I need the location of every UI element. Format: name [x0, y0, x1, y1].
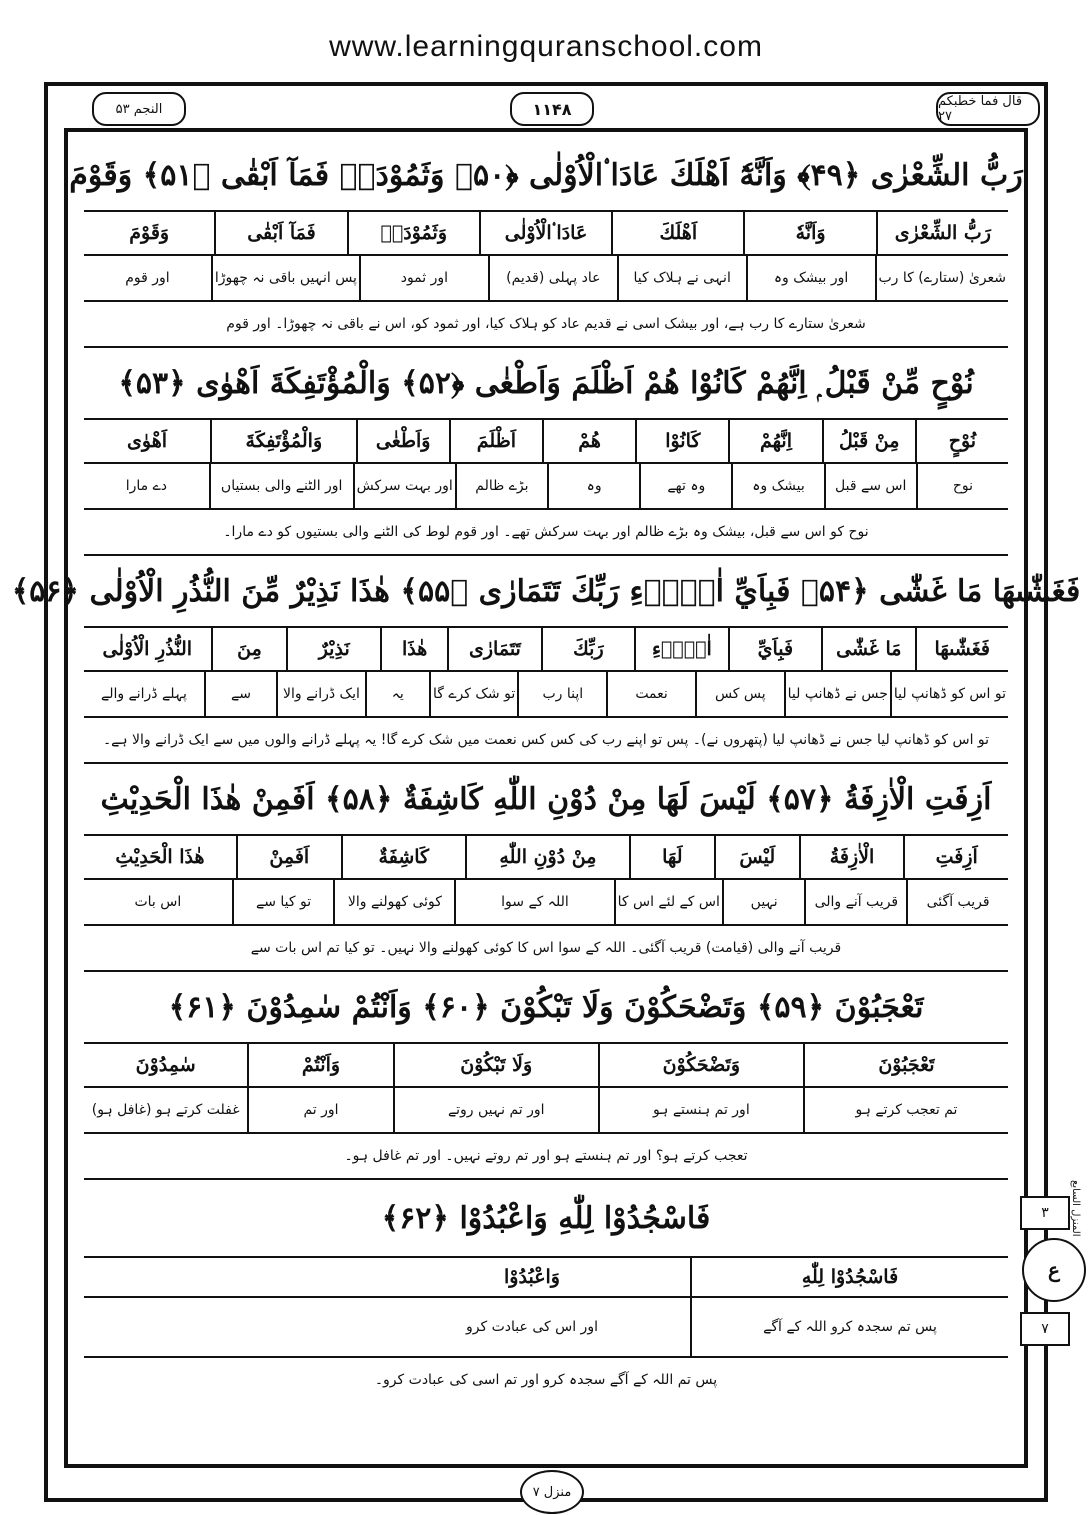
meaning-cell: پس انہیں باقی نہ چھوڑا: [211, 256, 359, 300]
meaning-cell: سے: [204, 672, 276, 716]
meaning-cell: نعمت: [606, 672, 695, 716]
meaning-cell: پہلے ڈرانے والے: [100, 686, 187, 702]
word-row: [84, 1044, 1008, 1088]
word-cell: اٰلَاۗءِ: [634, 628, 727, 670]
word-cell: فَاسْجُدُوْا لِلّٰهِ: [690, 1258, 1008, 1296]
word-cell: عَادَا ۟الْاُوْلٰى: [479, 212, 611, 254]
word-cell: فَمَآ اَبْقٰى: [214, 212, 346, 254]
meaning-row: [84, 672, 1008, 718]
section-3: [11, 556, 1081, 764]
word-cell: اَفَمِنْ: [236, 836, 341, 878]
word-cell: لَهَا: [629, 836, 714, 878]
meaning-cell: نوح: [916, 464, 1008, 508]
meaning-cell: اپنا رب: [517, 672, 606, 716]
translation-line: شعریٰ ستارے کا رب ہے، اور بیشک اسی نے قدیم عاد کو ہلاک کیا، اور ثمود کو، اس نے باقی نہ چھوڑا۔ اور قوم: [84, 302, 1008, 348]
word-cell: مِنْ قَبْلُ: [822, 420, 915, 462]
verse-line: فَغَشّٰىهَا مَا غَشّٰى ﴿۵۴﴾ فَبِاَيِّ اٰلَاۗءِ رَبِّكَ تَتَمَارٰى ﴿۵۵﴾ هٰذَا نَذِيْرٌ مِّنَ النُّذُرِ الْاُوْلٰى ﴿۵۶﴾: [84, 556, 1008, 628]
section-4: [84, 764, 1008, 972]
word-cell: فَبِاَيِّ: [728, 628, 821, 670]
meaning-cell: جس نے ڈھانپ لیا: [784, 672, 890, 716]
verse-line: فَاسْجُدُوْا لِلّٰهِ وَاعْبُدُوْا ﴿۶۲﴾: [84, 1180, 1008, 1258]
translation-line: نوح کو اس سے قبل، بیشک وہ بڑے ظالم اور بہت سرکش تھے۔ اور قوم لوط کی الٹنے والی بستیوں کو دے مارا۔: [84, 510, 1008, 556]
section-6: [84, 1180, 1008, 1402]
translation-line: تعجب کرتے ہو؟ اور تم ہنستے ہو اور تم روتے نہیں۔ اور تم غافل ہو۔: [84, 1134, 1008, 1180]
meaning-cell: وہ تھے: [639, 464, 731, 508]
word-cell: وَاعْبُدُوْا: [504, 1266, 560, 1288]
word-cell: وَالْمُؤْتَفِكَةَ: [210, 420, 356, 462]
word-cell: وَاَنَّهٗ: [743, 212, 875, 254]
word-cell: نَذِيْرٌ: [286, 628, 379, 670]
word-cell: رَبِّكَ: [541, 628, 634, 670]
section-5: [84, 972, 1008, 1180]
meaning-row: [84, 1298, 1008, 1358]
manzil-badge: منزل ۷: [520, 1470, 584, 1514]
word-cell: كَانُوْا: [635, 420, 728, 462]
section-2: [84, 348, 1008, 556]
meaning-cell: عاد پہلی (قدیم): [488, 256, 617, 300]
word-row: [84, 628, 1008, 672]
word-cell: لَيْسَ: [714, 836, 799, 878]
word-cell: اَهْلَكَ: [611, 212, 743, 254]
site-url: www.learningquranschool.com: [329, 30, 763, 63]
meaning-cell: پس کس: [695, 672, 784, 716]
page-number: ۱۱۴۸: [510, 92, 594, 126]
meaning-cell: اور تم ہنستے ہو: [598, 1088, 803, 1132]
verse-line: رَبُّ الشِّعْرٰى ﴿۴۹﴾ وَاَنَّهٗٓ اَهْلَكَ عَادَا ۟الْاُوْلٰى ﴿۵۰﴾ وَثَمُوْدَا۟ فَمَآ اَبْقٰى ﴿۵۱﴾ وَقَوْمَ: [84, 140, 1008, 212]
meaning-cell: پس تم سجدہ کرو اللہ کے آگے: [690, 1298, 1008, 1356]
meaning-cell: وہ: [547, 464, 639, 508]
verse-line: اَزِفَتِ الْاٰزِفَةُ ﴿۵۷﴾ لَيْسَ لَهَا مِنْ دُوْنِ اللّٰهِ كَاشِفَةٌ ﴿۵۸﴾ اَفَمِنْ هٰذَا الْحَدِيْثِ: [84, 764, 1008, 836]
meaning-row: [84, 256, 1008, 302]
ruku-marker: ع: [1022, 1238, 1086, 1302]
translation-line: تو اس کو ڈھانپ لیا جس نے ڈھانپ لیا (پتھروں نے)۔ پس تو اپنے رب کی کس کس نعمت میں شک کرے گا! یہ پہلے ڈرانے والوں میں سے ایک ڈرانے والا ہے۔: [84, 718, 1008, 764]
meaning-cell: انہی نے ہلاک کیا: [617, 256, 746, 300]
meaning-cell: اور اس کی عبادت کرو: [466, 1319, 598, 1335]
meaning-cell: تو کیا سے: [232, 880, 334, 924]
word-cell: مَا غَشّٰى: [821, 628, 914, 670]
meaning-cell: نہیں: [722, 880, 805, 924]
meaning-cell: کوئی کھولنے والا: [333, 880, 454, 924]
side-badge-bottom: ۷: [1020, 1312, 1070, 1346]
word-cell: نُوْحٍ: [915, 420, 1008, 462]
meaning-row: [84, 880, 1008, 926]
word-cell: اَهْوٰى: [127, 430, 168, 452]
header-right-label: قال فما خطبکم ۲۷: [936, 92, 1040, 126]
word-cell: الْاٰزِفَةُ: [799, 836, 904, 878]
meaning-cell: قریب آگئی: [906, 880, 1008, 924]
word-cell: وَاَطْغٰى: [356, 420, 449, 462]
word-cell: وَقَوْمَ: [129, 222, 170, 244]
word-cell: هٰذَا الْحَدِيْثِ: [115, 846, 205, 868]
word-cell: النُّذُرِ الْاُوْلٰى: [102, 638, 193, 660]
verse-line: تَعْجَبُوْنَ ﴿۵۹﴾ وَتَضْحَكُوْنَ وَلَا تَبْكُوْنَ ﴿۶۰﴾ وَاَنْتُمْ سٰمِدُوْنَ ﴿۶۱﴾: [84, 972, 1008, 1044]
meaning-cell: اس سے قبل: [824, 464, 916, 508]
word-cell: فَغَشّٰىهَا: [915, 628, 1008, 670]
meaning-cell: یہ: [365, 672, 429, 716]
word-cell: كَاشِفَةٌ: [341, 836, 465, 878]
word-row: [84, 836, 1008, 880]
word-cell: سٰمِدُوْنَ: [135, 1054, 196, 1076]
verse-line: نُوْحٍ مِّنْ قَبْلُ ۭ اِنَّهُمْ كَانُوْا هُمْ اَظْلَمَ وَاَطْغٰى ﴿۵۲﴾ وَالْمُؤْتَفِكَةَ اَهْوٰى ﴿۵۳﴾: [84, 348, 1008, 420]
word-cell: هٰذَا: [380, 628, 447, 670]
meaning-cell: اس کے لئے اس کا: [614, 880, 722, 924]
word-row: [84, 212, 1008, 256]
word-row: [84, 420, 1008, 464]
meaning-cell: قریب آنے والی: [804, 880, 906, 924]
meaning-row: [84, 1088, 1008, 1134]
meaning-cell: اور ثمود: [359, 256, 488, 300]
meaning-cell: بڑے ظالم: [455, 464, 547, 508]
meaning-cell: اور قوم: [125, 270, 170, 286]
word-cell: تَتَمَارٰى: [447, 628, 540, 670]
meaning-cell: دے مارا: [125, 478, 168, 494]
word-cell: اِنَّهُمْ: [728, 420, 821, 462]
meaning-cell: اس بات: [134, 894, 182, 910]
meaning-cell: اور بہت سرکش: [353, 464, 455, 508]
word-cell: وَتَضْحَكُوْنَ: [598, 1044, 803, 1086]
meaning-cell: اور بیشک وہ: [746, 256, 875, 300]
meaning-cell: تو اس کو ڈھانپ لیا: [890, 672, 1008, 716]
meaning-cell: تو شک کرے گا: [429, 672, 518, 716]
word-cell: وَاَنْتُمْ: [247, 1044, 392, 1086]
word-cell: اَزِفَتِ: [903, 836, 1008, 878]
translation-line: پس تم اللہ کے آگے سجدہ کرو اور تم اسی کی عبادت کرو۔: [374, 1372, 718, 1388]
section-1: [69, 140, 1023, 348]
meaning-cell: شعریٰ (ستارے) کا رب: [875, 256, 1009, 300]
word-cell: تَعْجَبُوْنَ: [803, 1044, 1008, 1086]
meaning-row: [84, 464, 1008, 510]
meaning-cell: اور تم: [247, 1088, 392, 1132]
translation-line: قریب آنے والی (قیامت) قریب آگئی۔ اللہ کے سوا اس کا کوئی کھولنے والا نہیں۔ تو کیا تم اس بات سے: [84, 926, 1008, 972]
word-row: [84, 1258, 1008, 1298]
word-cell: وَلَا تَبْكُوْنَ: [393, 1044, 598, 1086]
side-badge-top: ۳: [1020, 1196, 1070, 1230]
word-cell: وَثَمُوْدَا۟: [347, 212, 479, 254]
side-vertical-text: المنزل السابع: [1070, 1180, 1081, 1237]
meaning-cell: اور تم نہیں روتے: [393, 1088, 598, 1132]
header-left-label: النجم ۵۳: [92, 92, 186, 126]
meaning-cell: اور الٹنے والی بستیاں: [209, 464, 353, 508]
meaning-cell: غفلت کرتے ہو (غافل ہو): [91, 1102, 240, 1118]
meaning-cell: اللہ کے سوا: [454, 880, 613, 924]
meaning-cell: بیشک وہ: [731, 464, 823, 508]
word-cell: اَظْلَمَ: [449, 420, 542, 462]
word-cell: مِنَ: [211, 628, 287, 670]
word-cell: هُمْ: [542, 420, 635, 462]
meaning-cell: تم تعجب کرتے ہو: [803, 1088, 1008, 1132]
word-cell: رَبُّ الشِّعْرٰى: [876, 212, 1008, 254]
word-cell: مِنْ دُوْنِ اللّٰهِ: [465, 836, 629, 878]
meaning-cell: ایک ڈرانے والا: [276, 672, 365, 716]
